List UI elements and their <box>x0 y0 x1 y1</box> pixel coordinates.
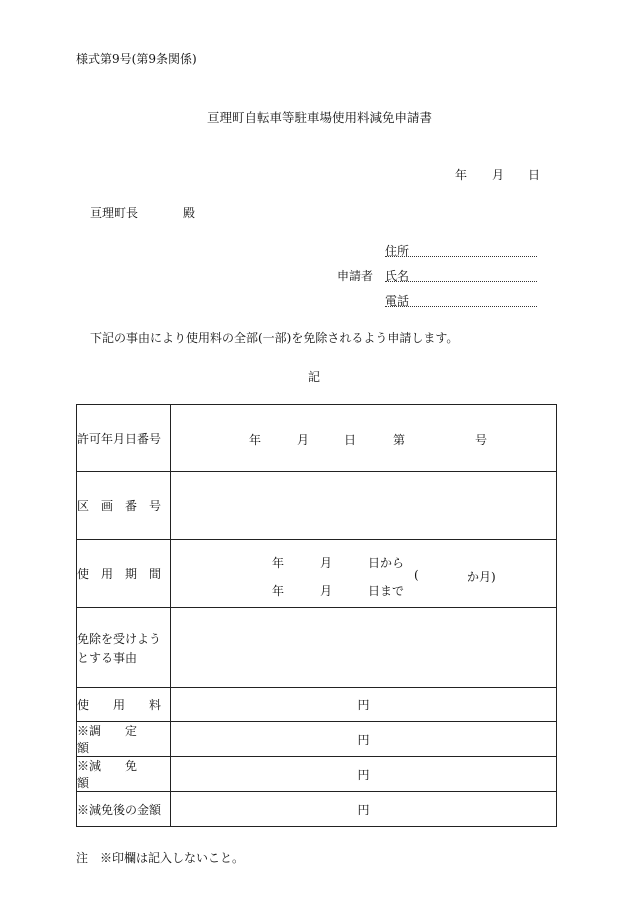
from-day: 日から <box>368 555 405 570</box>
name-field[interactable] <box>385 281 537 282</box>
months-count: か月) <box>467 569 496 584</box>
row-label: ※調 定 額 <box>77 722 171 757</box>
ki-heading: 記 <box>308 370 321 384</box>
reason-label-line1: 免除を受けよう <box>77 631 162 646</box>
permit-year: 年 <box>249 433 262 447</box>
row-label: 許可年月日番号 <box>77 405 171 472</box>
phone-field[interactable] <box>385 306 537 307</box>
date-month: 月 <box>492 168 505 182</box>
usage-fee-field[interactable] <box>171 688 557 722</box>
table-row <box>77 792 557 827</box>
phone-label: 電話 <box>385 294 410 308</box>
usage-period-field[interactable] <box>171 540 557 608</box>
to-month: 月 <box>320 583 333 598</box>
assessed-amount-field[interactable] <box>171 722 557 757</box>
to-day: 日まで <box>368 583 405 598</box>
row-label: 区 画 番 号 <box>77 472 171 540</box>
yen-unit: 円 <box>357 767 370 782</box>
row-label: ※減 免 額 <box>77 757 171 792</box>
permit-dai: 第 <box>393 433 406 447</box>
to-year: 年 <box>272 583 285 598</box>
application-table <box>76 404 557 827</box>
table-row <box>77 540 557 608</box>
request-statement: 下記の事由により使用料の全部(一部)を免除されるよう申請します。 <box>90 331 459 345</box>
amount-after-reduction-field[interactable] <box>171 792 557 827</box>
date-year: 年 <box>455 168 468 182</box>
permit-month: 月 <box>297 433 310 447</box>
table-row <box>77 688 557 722</box>
yen-unit: 円 <box>357 802 370 817</box>
months-paren-open: ( <box>414 567 419 582</box>
date-day: 日 <box>528 168 541 182</box>
form-number: 様式第9号(第9条関係) <box>76 52 197 66</box>
permit-date-number-field[interactable] <box>171 405 557 472</box>
permit-day: 日 <box>344 433 357 447</box>
reduction-amount-field[interactable] <box>171 757 557 792</box>
section-number-field[interactable] <box>171 472 557 540</box>
address-field[interactable] <box>385 256 537 257</box>
table-row <box>77 757 557 792</box>
from-month: 月 <box>320 555 333 570</box>
address-label: 住所 <box>385 244 410 258</box>
addressee-name: 亘理町長 <box>90 206 139 220</box>
applicant-label: 申請者 <box>337 269 374 283</box>
name-label: 氏名 <box>385 269 410 283</box>
row-label: 使 用 期 間 <box>77 540 171 608</box>
exemption-reason-field[interactable] <box>171 608 557 688</box>
permit-go: 号 <box>475 433 488 447</box>
reason-label-line2: とする事由 <box>77 650 138 665</box>
page-title: 亘理町自転車等駐車場使用料減免申請書 <box>207 110 433 125</box>
row-label <box>77 608 171 688</box>
yen-unit: 円 <box>357 698 370 712</box>
row-label: ※減免後の金額 <box>77 792 171 827</box>
table-row <box>77 722 557 757</box>
yen-unit: 円 <box>357 732 370 747</box>
addressee-honorific: 殿 <box>183 206 196 220</box>
table-row <box>77 472 557 540</box>
table-row <box>77 608 557 688</box>
footnote: 注 ※印欄は記入しないこと。 <box>76 851 245 865</box>
table-row <box>77 405 557 472</box>
row-label: 使 用 料 <box>77 688 171 722</box>
from-year: 年 <box>272 555 285 570</box>
